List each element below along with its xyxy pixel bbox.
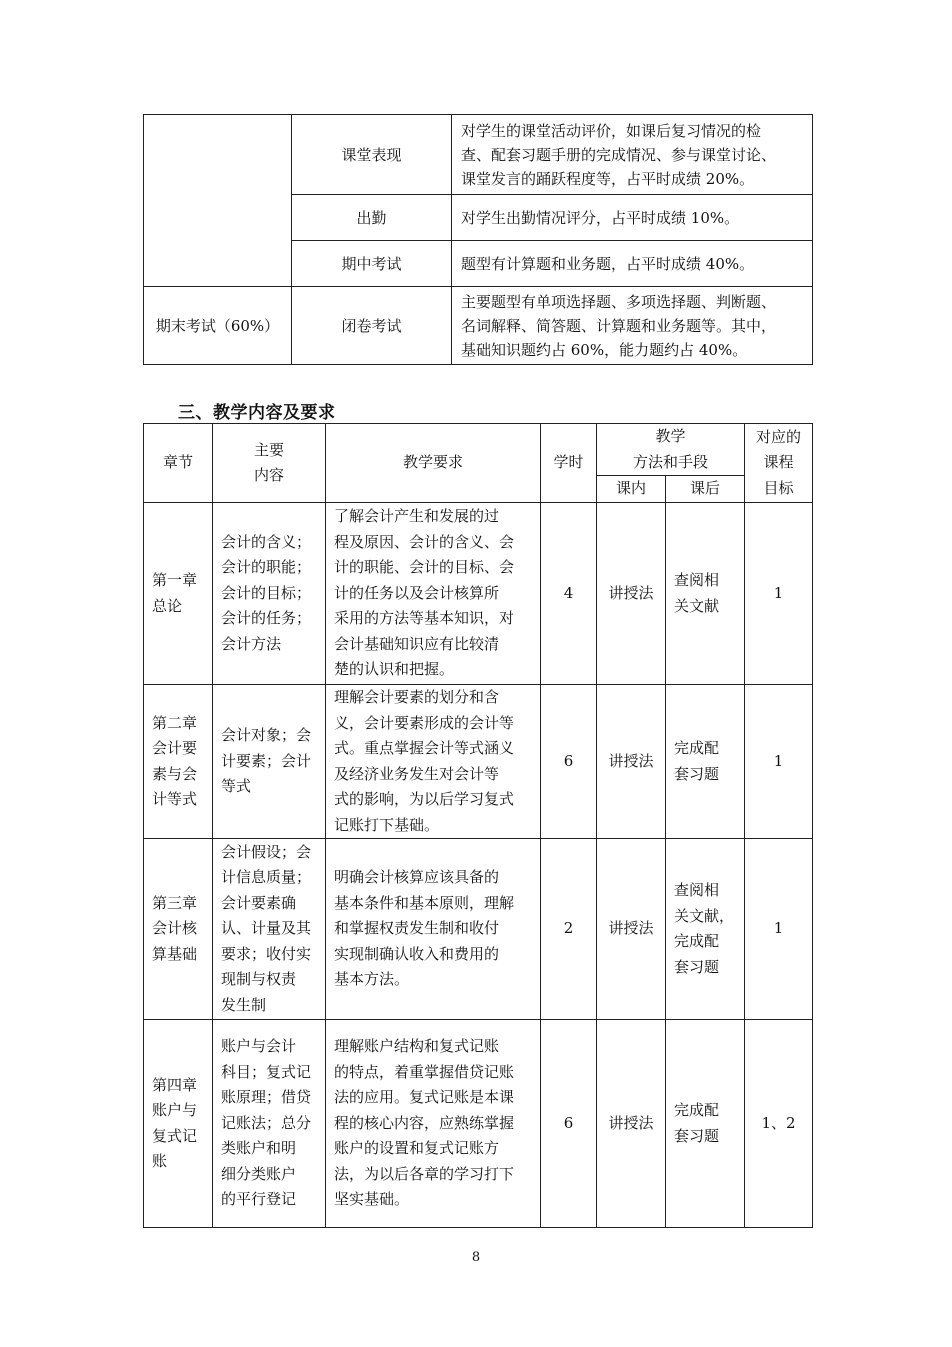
text-line: 教学	[655, 427, 686, 445]
text-line: 了解会计产生和发展的过	[334, 507, 500, 526]
header-after-class: 课后	[666, 476, 745, 503]
text-line: 目标	[763, 478, 794, 497]
content-cell	[213, 503, 326, 685]
assessment-desc-cell	[452, 241, 813, 287]
in-class-cell: 讲授法	[597, 503, 666, 685]
text-line: 等式	[221, 777, 252, 796]
text-line: 会计的含义；	[221, 532, 312, 551]
header-requirements: 教学要求	[326, 424, 541, 503]
header-row	[144, 424, 813, 476]
header-objectives	[745, 424, 813, 503]
text-line: 对应的	[756, 427, 802, 446]
text-line: 实现制确认收入和费用的	[334, 944, 500, 963]
text-line: 会计假设；会	[221, 842, 312, 861]
text-line: 总论	[152, 596, 183, 615]
chapter-cell	[144, 839, 213, 1020]
text-line: 基本方法。	[334, 970, 410, 989]
in-class-cell: 讲授法	[597, 1020, 666, 1228]
text-line: 计的职能、会计的目标、会	[334, 558, 515, 577]
text-line: 计等式	[152, 790, 198, 808]
chapter-cell	[144, 685, 213, 839]
assessment-row	[144, 115, 813, 195]
text-line: 复式记	[152, 1126, 198, 1145]
header-methods	[597, 424, 745, 476]
text-line: 算基础	[152, 944, 198, 963]
text-line: 采用的方法等基本知识，对	[334, 609, 515, 628]
text-line: 细分类账户	[221, 1164, 297, 1183]
text-line: 查阅相	[674, 881, 720, 899]
page-number: 8	[471, 1250, 481, 1265]
objective-cell: 1	[745, 839, 813, 1020]
header-hours: 学时	[541, 424, 597, 503]
requirements-cell	[326, 503, 541, 685]
in-class-cell: 讲授法	[597, 685, 666, 839]
text-line: 第一章	[152, 571, 198, 589]
assessment-item-cell: 期中考试	[292, 241, 452, 287]
table-row	[144, 503, 813, 685]
text-line: 账户与会计	[221, 1037, 297, 1056]
text-line: 第四章	[152, 1075, 198, 1094]
text-line: 会计对象；会	[221, 726, 312, 745]
text-line: 基本条件和基本原则，理解	[334, 893, 515, 912]
text-line: 第二章	[152, 713, 198, 732]
text-line: 法，为以后各章的学习打下	[334, 1164, 515, 1183]
text-line: 现制与权责	[221, 970, 297, 989]
text-line: 方法和手段	[633, 452, 709, 471]
text-line: 名词解释、简答题、计算题和业务题等。其中，	[461, 316, 777, 335]
text-line: 会计方法	[221, 634, 282, 653]
assessment-row	[144, 287, 813, 365]
text-line: 的平行登记	[221, 1190, 297, 1209]
assessment-item-cell: 闭卷考试	[292, 287, 452, 365]
text-line: 的特点，着重掌握借贷记账	[334, 1062, 515, 1081]
text-line: 第三章	[152, 893, 198, 912]
text-line: 账户的设置和复式记账方	[334, 1139, 500, 1158]
text-line: 关文献，	[674, 906, 735, 925]
text-line: 课堂发言的踊跃程度等，占平时成绩 20%。	[461, 169, 755, 188]
assessment-category-cell: 期末考试（60%）	[144, 287, 292, 365]
requirements-cell	[326, 685, 541, 839]
hours-cell: 6	[541, 1020, 597, 1228]
text-line: 账户与	[152, 1101, 198, 1119]
after-class-cell	[666, 1020, 745, 1228]
text-line: 计信息质量；	[221, 868, 312, 887]
text-line: 主要题型有单项选择题、多项选择题、判断题、	[461, 292, 777, 311]
assessment-desc-cell	[452, 195, 813, 241]
text-line: 理解会计要素的划分和含	[334, 688, 500, 706]
text-line: 记账打下基础。	[334, 815, 440, 834]
text-line: 会计基础知识应有比较清	[334, 634, 500, 653]
section-heading: 三、教学内容及要求	[178, 403, 336, 423]
header-chapter: 章节	[144, 424, 213, 503]
text-line: 对学生的课堂活动评价，如课后复习情况的检	[461, 121, 762, 140]
text-line: 会计的职能；	[221, 558, 312, 577]
text-line: 计的任务以及会计核算所	[334, 583, 500, 602]
text-line: 课程	[763, 453, 794, 472]
content-cell	[213, 1020, 326, 1228]
after-class-cell	[666, 685, 745, 839]
teaching-content-table	[143, 423, 813, 1228]
assessment-category-cell	[144, 115, 292, 287]
assessment-desc-cell	[452, 287, 813, 365]
text-line: 坚实基础。	[334, 1190, 410, 1209]
text-line: 记账法；总分	[221, 1113, 312, 1132]
text-line: 会计核	[152, 919, 198, 938]
text-line: 套习题	[674, 1126, 720, 1145]
chapter-cell	[144, 1020, 213, 1228]
assessment-desc-cell	[452, 115, 813, 195]
assessment-item-cell: 出勤	[292, 195, 452, 241]
hours-cell: 6	[541, 685, 597, 839]
requirements-cell	[326, 839, 541, 1020]
content-cell	[213, 839, 326, 1020]
text-line: 计要素；会计	[221, 751, 312, 770]
after-class-cell	[666, 839, 745, 1020]
text-line: 套习题	[674, 957, 720, 976]
text-line: 完成配	[674, 1101, 720, 1119]
text-line: 式。重点掌握会计等式涵义	[334, 739, 515, 757]
text-line: 查阅相	[674, 571, 720, 589]
after-class-cell	[666, 503, 745, 685]
text-line: 程的核心内容，应熟练掌握	[334, 1113, 515, 1132]
assessment-item-cell: 课堂表现	[292, 115, 452, 195]
text-line: 题型有计算题和业务题，占平时成绩 40%。	[461, 254, 755, 273]
hours-cell: 4	[541, 503, 597, 685]
objective-cell: 1、2	[745, 1020, 813, 1228]
text-line: 会计的任务；	[221, 609, 312, 628]
text-line: 素与会	[152, 764, 198, 783]
header-main-content	[213, 424, 326, 503]
text-line: 程及原因、会计的含义、会	[334, 532, 515, 551]
table-row	[144, 1020, 813, 1228]
text-line: 账	[152, 1152, 168, 1170]
text-line: 式的影响，为以后学习复式	[334, 790, 515, 808]
text-line: 明确会计核算应该具备的	[334, 868, 500, 887]
text-line: 及经济业务发生对会计等	[334, 764, 500, 783]
assessment-table	[143, 114, 813, 365]
text-line: 认、计量及其	[221, 919, 312, 938]
text-line: 账原理；借贷	[221, 1088, 312, 1107]
text-line: 发生制	[221, 995, 267, 1014]
text-line: 基础知识题约占 60%，能力题约占 40%。	[461, 340, 748, 359]
table-row	[144, 685, 813, 839]
text-line: 完成配	[674, 739, 720, 757]
in-class-cell: 讲授法	[597, 839, 666, 1020]
objective-cell: 1	[745, 685, 813, 839]
text-line: 和掌握权责发生制和收付	[334, 919, 500, 938]
objective-cell: 1	[745, 503, 813, 685]
text-line: 楚的认识和把握。	[334, 660, 455, 679]
text-line: 科目；复式记	[221, 1062, 312, 1081]
text-line: 套习题	[674, 764, 720, 783]
text-line: 义，会计要素形成的会计等	[334, 713, 515, 732]
requirements-cell	[326, 1020, 541, 1228]
text-line: 理解账户结构和复式记账	[334, 1037, 500, 1056]
text-line: 主要	[253, 440, 284, 459]
text-line: 要求；收付实	[221, 944, 312, 963]
text-line: 完成配	[674, 932, 720, 950]
text-line: 类账户和明	[221, 1139, 297, 1158]
text-line: 关文献	[674, 596, 720, 615]
text-line: 会计要素确	[221, 893, 297, 912]
text-line: 法的应用。复式记账是本课	[334, 1088, 515, 1107]
text-line: 对学生出勤情况评分，占平时成绩 10%。	[461, 208, 740, 227]
chapter-cell	[144, 503, 213, 685]
table-row	[144, 839, 813, 1020]
text-line: 会计的目标；	[221, 583, 312, 602]
text-line: 查、配套习题手册的完成情况、参与课堂讨论、	[461, 145, 777, 164]
hours-cell: 2	[541, 839, 597, 1020]
text-line: 内容	[253, 466, 284, 484]
header-in-class: 课内	[597, 476, 666, 503]
content-cell	[213, 685, 326, 839]
text-line: 会计要	[152, 739, 198, 757]
